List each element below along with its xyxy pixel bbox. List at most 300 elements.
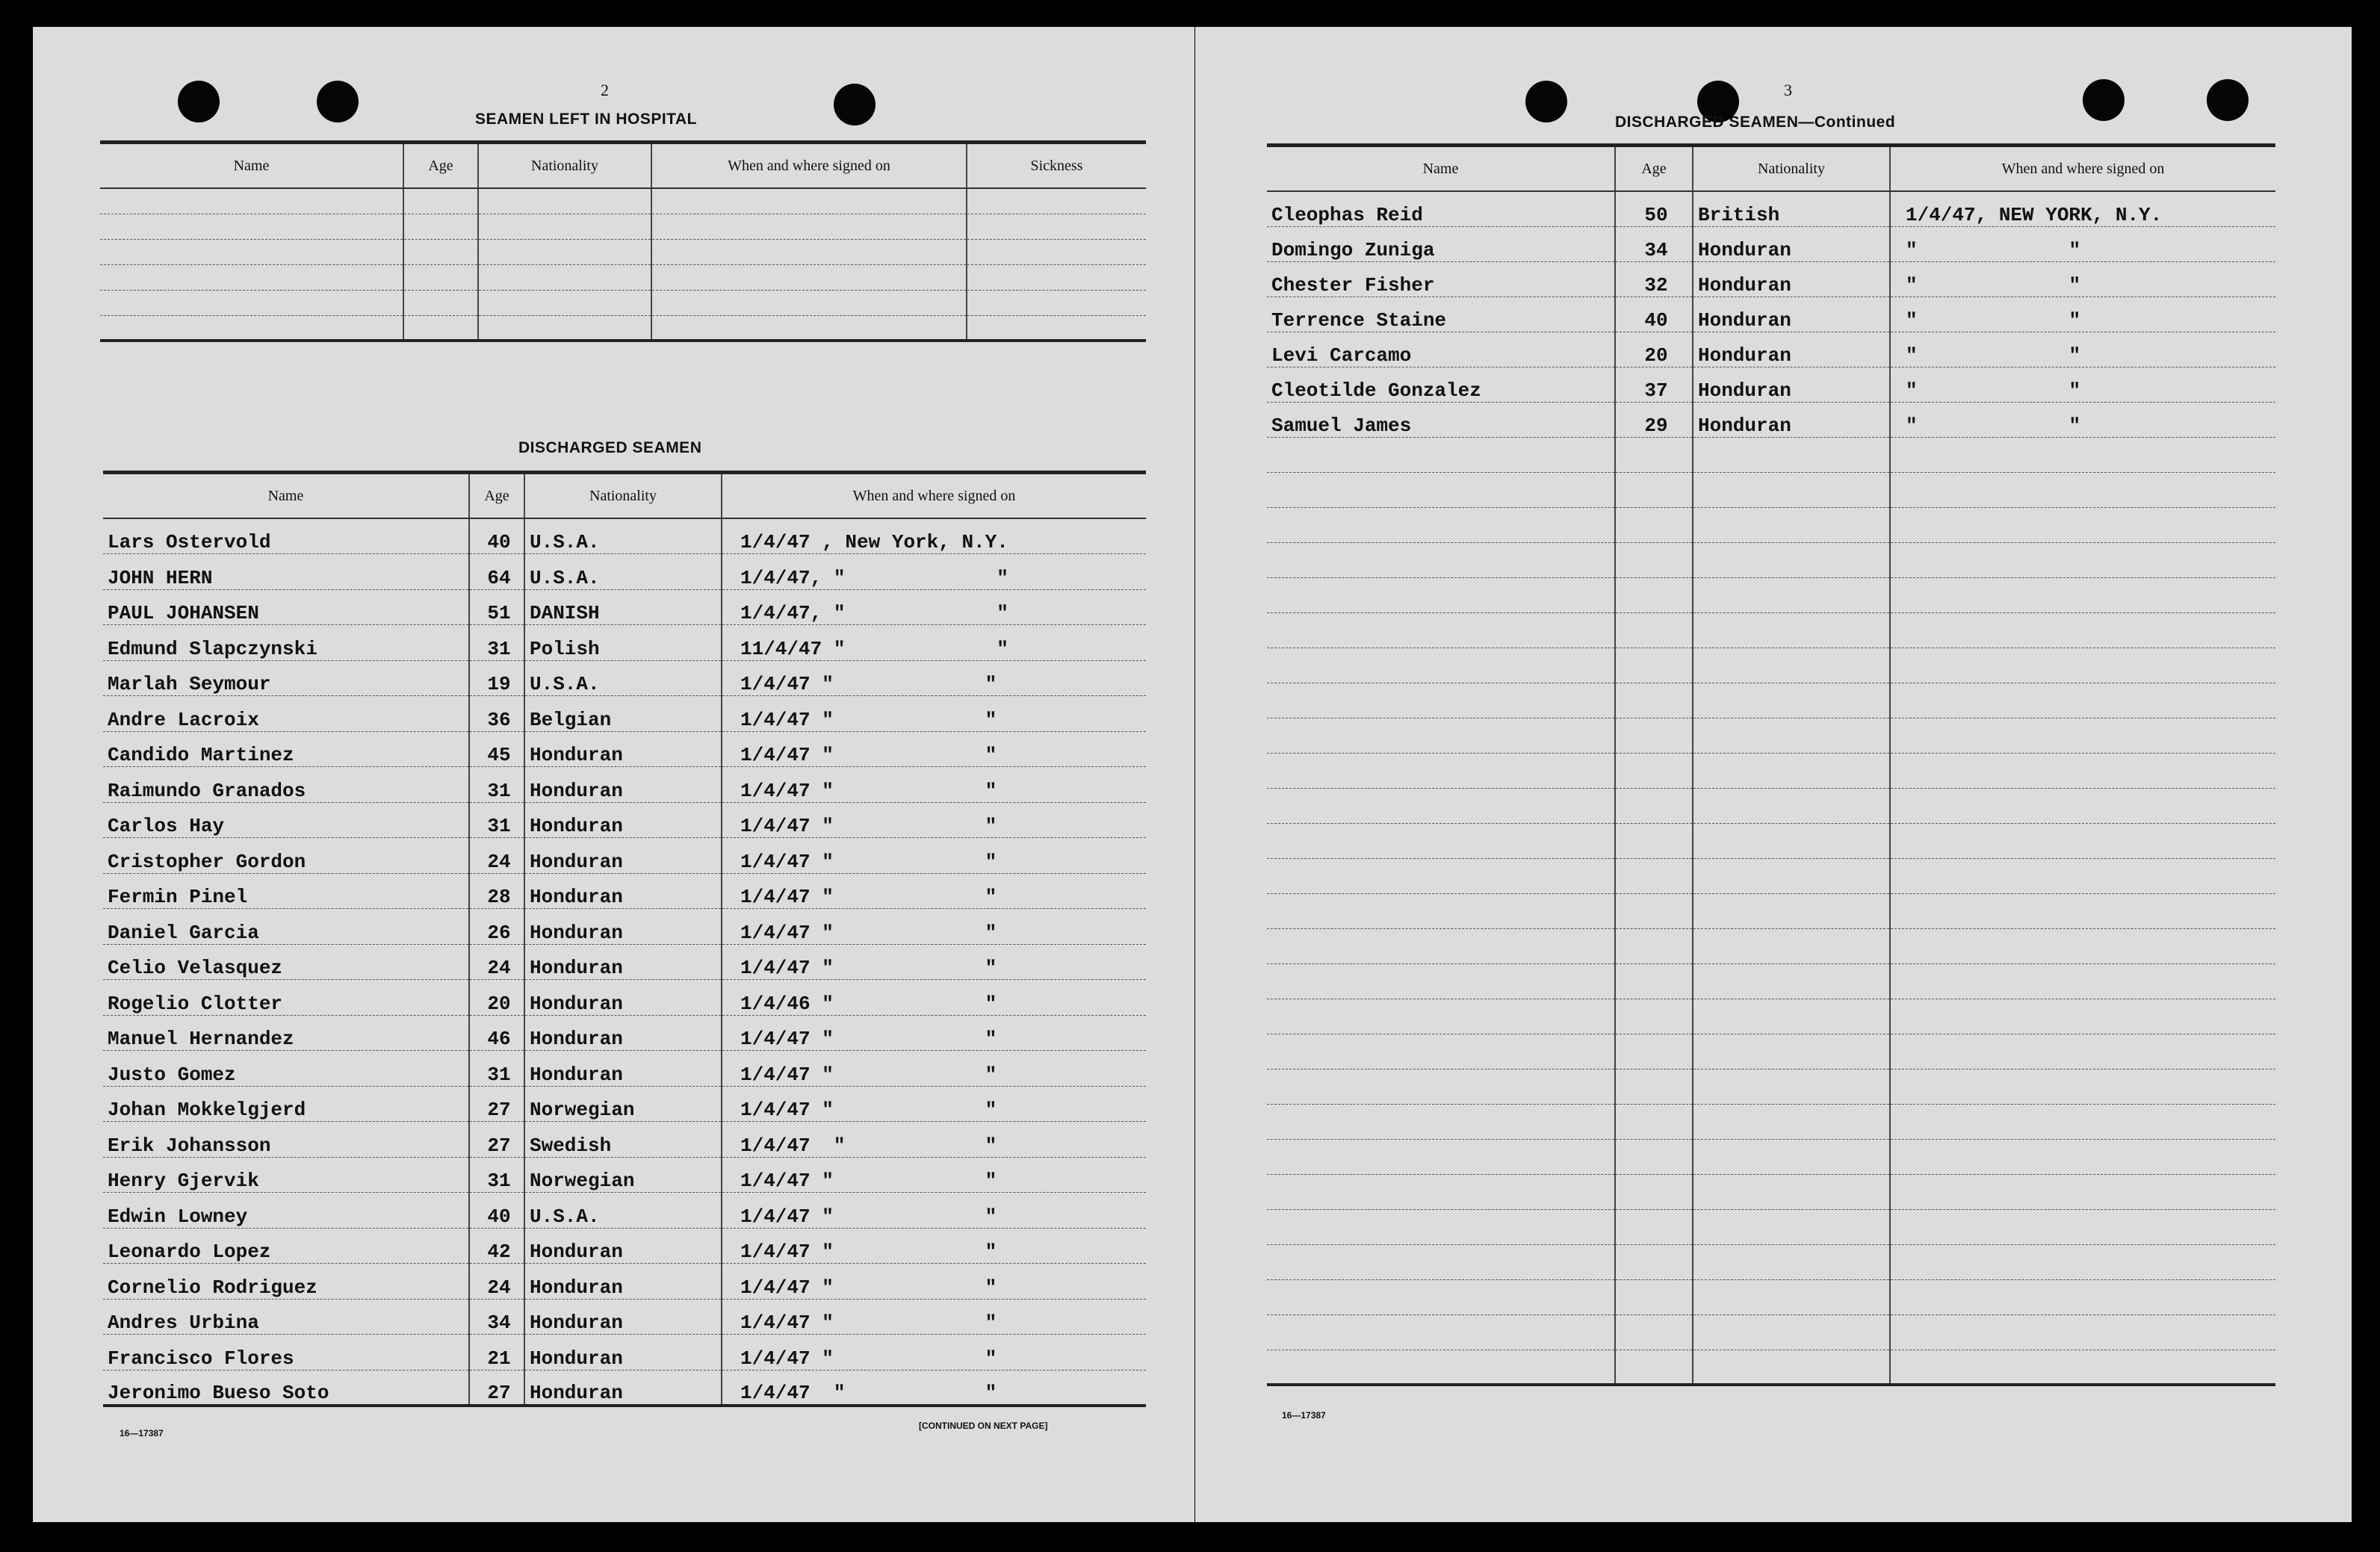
- signed-place: , New York, N.Y.: [810, 531, 1008, 553]
- table-row: [103, 1370, 1146, 1406]
- table-row: [103, 1122, 1146, 1158]
- empty-cell: [100, 315, 403, 341]
- table-row: [1267, 332, 2275, 367]
- table-row: [1267, 261, 2275, 297]
- table-row: [1267, 1104, 2275, 1139]
- empty-cell: [1267, 1069, 1615, 1104]
- table-row: [1267, 788, 2275, 823]
- empty-cell: [1890, 542, 2275, 577]
- table-row: [1267, 542, 2275, 577]
- table-row: [103, 1086, 1146, 1122]
- signed-place: " ": [822, 566, 1008, 589]
- cell-name: Carlos Hay: [103, 802, 469, 838]
- cell-nationality: U.S.A.: [524, 660, 722, 696]
- table-row: [1267, 612, 2275, 648]
- empty-cell: [1693, 788, 1890, 823]
- empty-cell: [1890, 1279, 2275, 1314]
- empty-cell: [1890, 437, 2275, 472]
- cell-name: Manuel Hernandez: [103, 1015, 469, 1051]
- cell-nationality: Honduran: [1693, 332, 1890, 367]
- cell-nationality: Honduran: [524, 944, 722, 980]
- table-row: [1267, 683, 2275, 718]
- signed-place: " ": [810, 1099, 997, 1121]
- empty-cell: [1693, 472, 1890, 507]
- empty-cell: [1693, 683, 1890, 718]
- cell-name: Chester Fisher: [1267, 261, 1615, 297]
- cell-age: 34: [1615, 226, 1693, 261]
- cell-nationality: British: [1693, 191, 1890, 226]
- page-number: 3: [1784, 81, 1792, 99]
- cell-nationality: Honduran: [524, 1299, 722, 1335]
- table-row: [100, 290, 1146, 315]
- empty-cell: [1693, 1174, 1890, 1209]
- empty-cell: [967, 264, 1146, 290]
- signed-date: 1/4/47: [740, 886, 811, 908]
- cell-name: Edmund Slapczynski: [103, 625, 469, 661]
- empty-cell: [1693, 437, 1890, 472]
- cell-name: Cleophas Reid: [1267, 191, 1615, 226]
- table-row: [100, 264, 1146, 290]
- empty-cell: [1267, 612, 1615, 648]
- empty-cell: [1615, 823, 1693, 858]
- empty-cell: [1267, 1350, 1615, 1385]
- signed-place: " ": [810, 708, 997, 731]
- cell-signed-on: [722, 944, 1146, 980]
- column-header: Name: [1267, 146, 1615, 192]
- signed-place: " ": [810, 1381, 997, 1404]
- cell-signed-on: [1890, 332, 2275, 367]
- empty-cell: [1890, 577, 2275, 612]
- table-row: [1267, 718, 2275, 753]
- table-row: [1267, 648, 2275, 683]
- cell-name: Fermin Pinel: [103, 873, 469, 909]
- empty-cell: [1890, 683, 2275, 718]
- empty-cell: [403, 214, 478, 239]
- signed-place: " ": [810, 1312, 997, 1334]
- cell-age: 27: [469, 1086, 524, 1122]
- cell-age: 28: [469, 873, 524, 909]
- empty-cell: [1890, 858, 2275, 893]
- cell-name: Levi Carcamo: [1267, 332, 1615, 367]
- empty-cell: [1890, 1104, 2275, 1139]
- signed-place: ": [1917, 238, 2081, 261]
- empty-cell: [1890, 1034, 2275, 1069]
- signed-place: " ": [810, 957, 997, 979]
- cell-nationality: U.S.A.: [524, 1193, 722, 1229]
- signed-place: " ": [822, 637, 1008, 660]
- empty-cell: [1615, 1034, 1693, 1069]
- column-header: When and where signed on: [1890, 146, 2275, 192]
- cell-signed-on: [722, 909, 1146, 945]
- signed-place: ": [1917, 414, 2081, 437]
- cell-signed-on: [1890, 261, 2275, 297]
- cell-nationality: Honduran: [524, 731, 722, 767]
- empty-cell: [1267, 1314, 1615, 1350]
- empty-cell: [1693, 1314, 1890, 1350]
- empty-cell: [1890, 507, 2275, 542]
- cell-age: 37: [1615, 367, 1693, 402]
- empty-cell: [1890, 472, 2275, 507]
- empty-cell: [1890, 648, 2275, 683]
- empty-cell: [1615, 788, 1693, 823]
- empty-cell: [651, 188, 967, 214]
- signed-date: 1/4/47: [740, 1134, 811, 1157]
- cell-age: 42: [469, 1228, 524, 1264]
- cell-signed-on: [1890, 367, 2275, 402]
- table-row: [103, 1299, 1146, 1335]
- cell-age: 32: [1615, 261, 1693, 297]
- empty-cell: [1615, 928, 1693, 963]
- table-row: [1267, 823, 2275, 858]
- empty-cell: [1615, 1244, 1693, 1279]
- cell-age: 29: [1615, 402, 1693, 437]
- cell-signed-on: [722, 838, 1146, 874]
- empty-cell: [1693, 1069, 1890, 1104]
- empty-cell: [651, 214, 967, 239]
- empty-cell: [403, 188, 478, 214]
- empty-cell: [1615, 1279, 1693, 1314]
- signed-date: ": [1906, 379, 1918, 402]
- cell-signed-on: [722, 1193, 1146, 1229]
- cell-name: Francisco Flores: [103, 1335, 469, 1371]
- table-row: [103, 944, 1146, 980]
- cell-age: 20: [469, 980, 524, 1016]
- cell-signed-on: [722, 696, 1146, 732]
- empty-cell: [1890, 1174, 2275, 1209]
- cell-nationality: Honduran: [524, 802, 722, 838]
- empty-cell: [1890, 999, 2275, 1034]
- cell-name: Jeronimo Bueso Soto: [103, 1370, 469, 1406]
- empty-cell: [1615, 753, 1693, 788]
- cell-age: 50: [1615, 191, 1693, 226]
- table-row: [103, 1264, 1146, 1300]
- column-header: Age: [403, 143, 478, 189]
- table-row: [103, 518, 1146, 554]
- cell-signed-on: [722, 1157, 1146, 1193]
- empty-cell: [403, 239, 478, 264]
- cell-name: Lars Ostervold: [103, 518, 469, 554]
- column-header: Age: [469, 473, 524, 519]
- empty-cell: [403, 290, 478, 315]
- empty-cell: [1615, 507, 1693, 542]
- empty-cell: [1615, 893, 1693, 928]
- empty-cell: [1267, 788, 1615, 823]
- empty-cell: [967, 290, 1146, 315]
- empty-cell: [478, 239, 651, 264]
- column-header: Nationality: [478, 143, 651, 189]
- cell-nationality: Norwegian: [524, 1086, 722, 1122]
- cell-nationality: Honduran: [524, 1015, 722, 1051]
- cell-signed-on: [722, 589, 1146, 625]
- empty-cell: [1267, 437, 1615, 472]
- table-row: [1267, 1174, 2275, 1209]
- cell-signed-on: [722, 1264, 1146, 1300]
- empty-cell: [1693, 1209, 1890, 1244]
- left-page: [33, 27, 1194, 1522]
- empty-cell: [1693, 963, 1890, 999]
- signed-date: 1/4/47: [740, 1381, 811, 1404]
- empty-cell: [1267, 1104, 1615, 1139]
- empty-cell: [100, 264, 403, 290]
- cell-nationality: DANISH: [524, 589, 722, 625]
- cell-nationality: Honduran: [524, 1051, 722, 1087]
- empty-cell: [1615, 1314, 1693, 1350]
- table-row: [103, 589, 1146, 625]
- table-row: [103, 625, 1146, 661]
- empty-cell: [1615, 472, 1693, 507]
- cell-name: Erik Johansson: [103, 1122, 469, 1158]
- signed-date: 1/4/47,: [1906, 203, 1988, 226]
- cell-name: Domingo Zuniga: [1267, 226, 1615, 261]
- empty-cell: [1890, 1069, 2275, 1104]
- cell-name: Andre Lacroix: [103, 696, 469, 732]
- signed-date: 1/4/47: [740, 1063, 811, 1086]
- cell-name: Johan Mokkelgjerd: [103, 1086, 469, 1122]
- empty-cell: [1890, 1244, 2275, 1279]
- table-row: [1267, 1069, 2275, 1104]
- cell-age: 24: [469, 838, 524, 874]
- empty-cell: [100, 188, 403, 214]
- empty-cell: [1267, 507, 1615, 542]
- table-row: [103, 554, 1146, 590]
- discharged-seamen-continued-table: [1267, 143, 2275, 1386]
- signed-place: " ": [822, 602, 1008, 624]
- empty-cell: [1693, 507, 1890, 542]
- table-row: [1267, 1209, 2275, 1244]
- empty-cell: [1615, 1174, 1693, 1209]
- signed-place: " ": [810, 886, 997, 908]
- signed-date: ": [1906, 344, 1918, 367]
- cell-age: 36: [469, 696, 524, 732]
- cell-nationality: Honduran: [524, 1264, 722, 1300]
- empty-cell: [1693, 577, 1890, 612]
- empty-cell: [1615, 648, 1693, 683]
- empty-cell: [1890, 1209, 2275, 1244]
- cell-age: 34: [469, 1299, 524, 1335]
- table-row: [103, 980, 1146, 1016]
- cell-signed-on: [722, 873, 1146, 909]
- signed-place: " ": [810, 921, 997, 944]
- cell-name: Candido Martinez: [103, 731, 469, 767]
- cell-nationality: Honduran: [524, 838, 722, 874]
- discharged-seamen-table: [103, 471, 1146, 1407]
- table-row: [103, 1193, 1146, 1229]
- empty-cell: [478, 264, 651, 290]
- cell-name: Rogelio Clotter: [103, 980, 469, 1016]
- cell-name: Celio Velasquez: [103, 944, 469, 980]
- cell-age: 40: [469, 518, 524, 554]
- continued-note: [CONTINUED ON NEXT PAGE]: [919, 1421, 1048, 1431]
- cell-signed-on: [1890, 191, 2275, 226]
- signed-date: 1/4/47: [740, 850, 811, 873]
- cell-age: 45: [469, 731, 524, 767]
- cell-name: Cornelio Rodriguez: [103, 1264, 469, 1300]
- table-row: [103, 838, 1146, 874]
- signed-date: 1/4/47: [740, 1170, 811, 1192]
- column-header: Name: [100, 143, 403, 189]
- column-header: When and where signed on: [722, 473, 1146, 519]
- empty-cell: [1267, 1244, 1615, 1279]
- table-row: [100, 315, 1146, 341]
- empty-cell: [1267, 1139, 1615, 1174]
- cell-signed-on: [722, 518, 1146, 554]
- table-row: [103, 767, 1146, 803]
- table-row: [1267, 472, 2275, 507]
- cell-nationality: Honduran: [524, 980, 722, 1016]
- discharged-section-title: DISCHARGED SEAMEN: [518, 439, 702, 456]
- cell-nationality: Honduran: [524, 873, 722, 909]
- signed-date: ": [1906, 273, 1918, 297]
- empty-cell: [1267, 1279, 1615, 1314]
- cell-nationality: Honduran: [1693, 261, 1890, 297]
- empty-cell: [1890, 963, 2275, 999]
- empty-cell: [1615, 612, 1693, 648]
- signed-place: " ": [810, 992, 997, 1015]
- table-row: [1267, 1244, 2275, 1279]
- table-row: [1267, 437, 2275, 472]
- empty-cell: [1267, 542, 1615, 577]
- table-row: [100, 188, 1146, 214]
- cell-signed-on: [722, 1122, 1146, 1158]
- cell-age: 20: [1615, 332, 1693, 367]
- signed-date: 1/4/47: [740, 1099, 811, 1121]
- cell-name: Edwin Lowney: [103, 1193, 469, 1229]
- empty-cell: [1267, 472, 1615, 507]
- empty-cell: [1693, 928, 1890, 963]
- table-row: [100, 214, 1146, 239]
- cell-age: 27: [469, 1370, 524, 1406]
- table-row: [103, 873, 1146, 909]
- table-row: [1267, 402, 2275, 437]
- cell-age: 31: [469, 1051, 524, 1087]
- empty-cell: [403, 315, 478, 341]
- signed-date: 1/4/47: [740, 1347, 811, 1370]
- signed-date: 1/4/46: [740, 992, 811, 1015]
- empty-cell: [1267, 893, 1615, 928]
- signed-date: 1/4/47: [740, 1028, 811, 1050]
- cell-name: Raimundo Granados: [103, 767, 469, 803]
- table-row: [1267, 577, 2275, 612]
- empty-cell: [1267, 1209, 1615, 1244]
- empty-cell: [1615, 963, 1693, 999]
- signed-place: " ": [810, 1241, 997, 1263]
- empty-cell: [967, 315, 1146, 341]
- empty-cell: [1693, 1350, 1890, 1385]
- table-row: [103, 1335, 1146, 1371]
- table-row: [1267, 297, 2275, 332]
- empty-cell: [1693, 542, 1890, 577]
- cell-name: Justo Gomez: [103, 1051, 469, 1087]
- empty-cell: [651, 264, 967, 290]
- table-row: [103, 660, 1146, 696]
- table-row: [103, 696, 1146, 732]
- table-row: [1267, 1350, 2275, 1385]
- table-row: [1267, 1279, 2275, 1314]
- table-row: [103, 909, 1146, 945]
- signed-date: 1/4/47: [740, 1312, 811, 1334]
- signed-place: ": [1917, 379, 2081, 402]
- cell-nationality: Honduran: [524, 1228, 722, 1264]
- empty-cell: [100, 239, 403, 264]
- empty-cell: [1267, 823, 1615, 858]
- signed-date: 1/4/47: [740, 1276, 811, 1299]
- cell-age: 46: [469, 1015, 524, 1051]
- empty-cell: [1890, 1350, 2275, 1385]
- empty-cell: [1615, 858, 1693, 893]
- empty-cell: [1693, 648, 1890, 683]
- punch-hole: [834, 84, 876, 125]
- table-row: [1267, 999, 2275, 1034]
- cell-signed-on: [722, 1086, 1146, 1122]
- empty-cell: [967, 214, 1146, 239]
- empty-cell: [1693, 999, 1890, 1034]
- table-row: [103, 731, 1146, 767]
- empty-cell: [1267, 999, 1615, 1034]
- signed-date: ": [1906, 238, 1918, 261]
- empty-cell: [1693, 858, 1890, 893]
- empty-cell: [1693, 1279, 1890, 1314]
- cell-nationality: Honduran: [1693, 226, 1890, 261]
- signed-date: 11/4/47: [740, 637, 822, 660]
- cell-signed-on: [722, 731, 1146, 767]
- cell-signed-on: [1890, 297, 2275, 332]
- cell-age: 31: [469, 802, 524, 838]
- table-row: [1267, 893, 2275, 928]
- cell-name: Cristopher Gordon: [103, 838, 469, 874]
- punch-hole: [2083, 79, 2125, 121]
- cell-nationality: Belgian: [524, 696, 722, 732]
- empty-cell: [1267, 577, 1615, 612]
- empty-cell: [478, 315, 651, 341]
- cell-name: Leonardo Lopez: [103, 1228, 469, 1264]
- cell-signed-on: [722, 625, 1146, 661]
- cell-signed-on: [722, 1370, 1146, 1406]
- empty-cell: [967, 239, 1146, 264]
- signed-date: 1/4/47: [740, 921, 811, 944]
- empty-cell: [1615, 1069, 1693, 1104]
- cell-name: Daniel Garcia: [103, 909, 469, 945]
- signed-place: NEW YORK, N.Y.: [1987, 203, 2163, 226]
- table-row: [1267, 963, 2275, 999]
- empty-cell: [1267, 928, 1615, 963]
- cell-age: 24: [469, 944, 524, 980]
- signed-place: " ": [810, 1276, 997, 1299]
- empty-cell: [1267, 718, 1615, 753]
- cell-age: 21: [469, 1335, 524, 1371]
- cell-name: JOHN HERN: [103, 554, 469, 590]
- empty-cell: [1615, 1139, 1693, 1174]
- cell-nationality: Honduran: [1693, 297, 1890, 332]
- empty-cell: [1693, 1104, 1890, 1139]
- cell-signed-on: [722, 1335, 1146, 1371]
- cell-name: Cleotilde Gonzalez: [1267, 367, 1615, 402]
- cell-nationality: Norwegian: [524, 1157, 722, 1193]
- table-row: [1267, 507, 2275, 542]
- empty-cell: [403, 264, 478, 290]
- signed-date: 1/4/47: [740, 815, 811, 837]
- hospital-table: [100, 140, 1146, 342]
- empty-cell: [1890, 893, 2275, 928]
- cell-name: Samuel James: [1267, 402, 1615, 437]
- cell-nationality: U.S.A.: [524, 554, 722, 590]
- cell-signed-on: [722, 660, 1146, 696]
- signed-place: " ": [810, 815, 997, 837]
- signed-date: 1/4/47: [740, 744, 811, 766]
- punch-hole: [1525, 81, 1567, 122]
- signed-place: " ": [810, 850, 997, 873]
- cell-age: 31: [469, 1157, 524, 1193]
- signed-place: " ": [810, 1028, 997, 1050]
